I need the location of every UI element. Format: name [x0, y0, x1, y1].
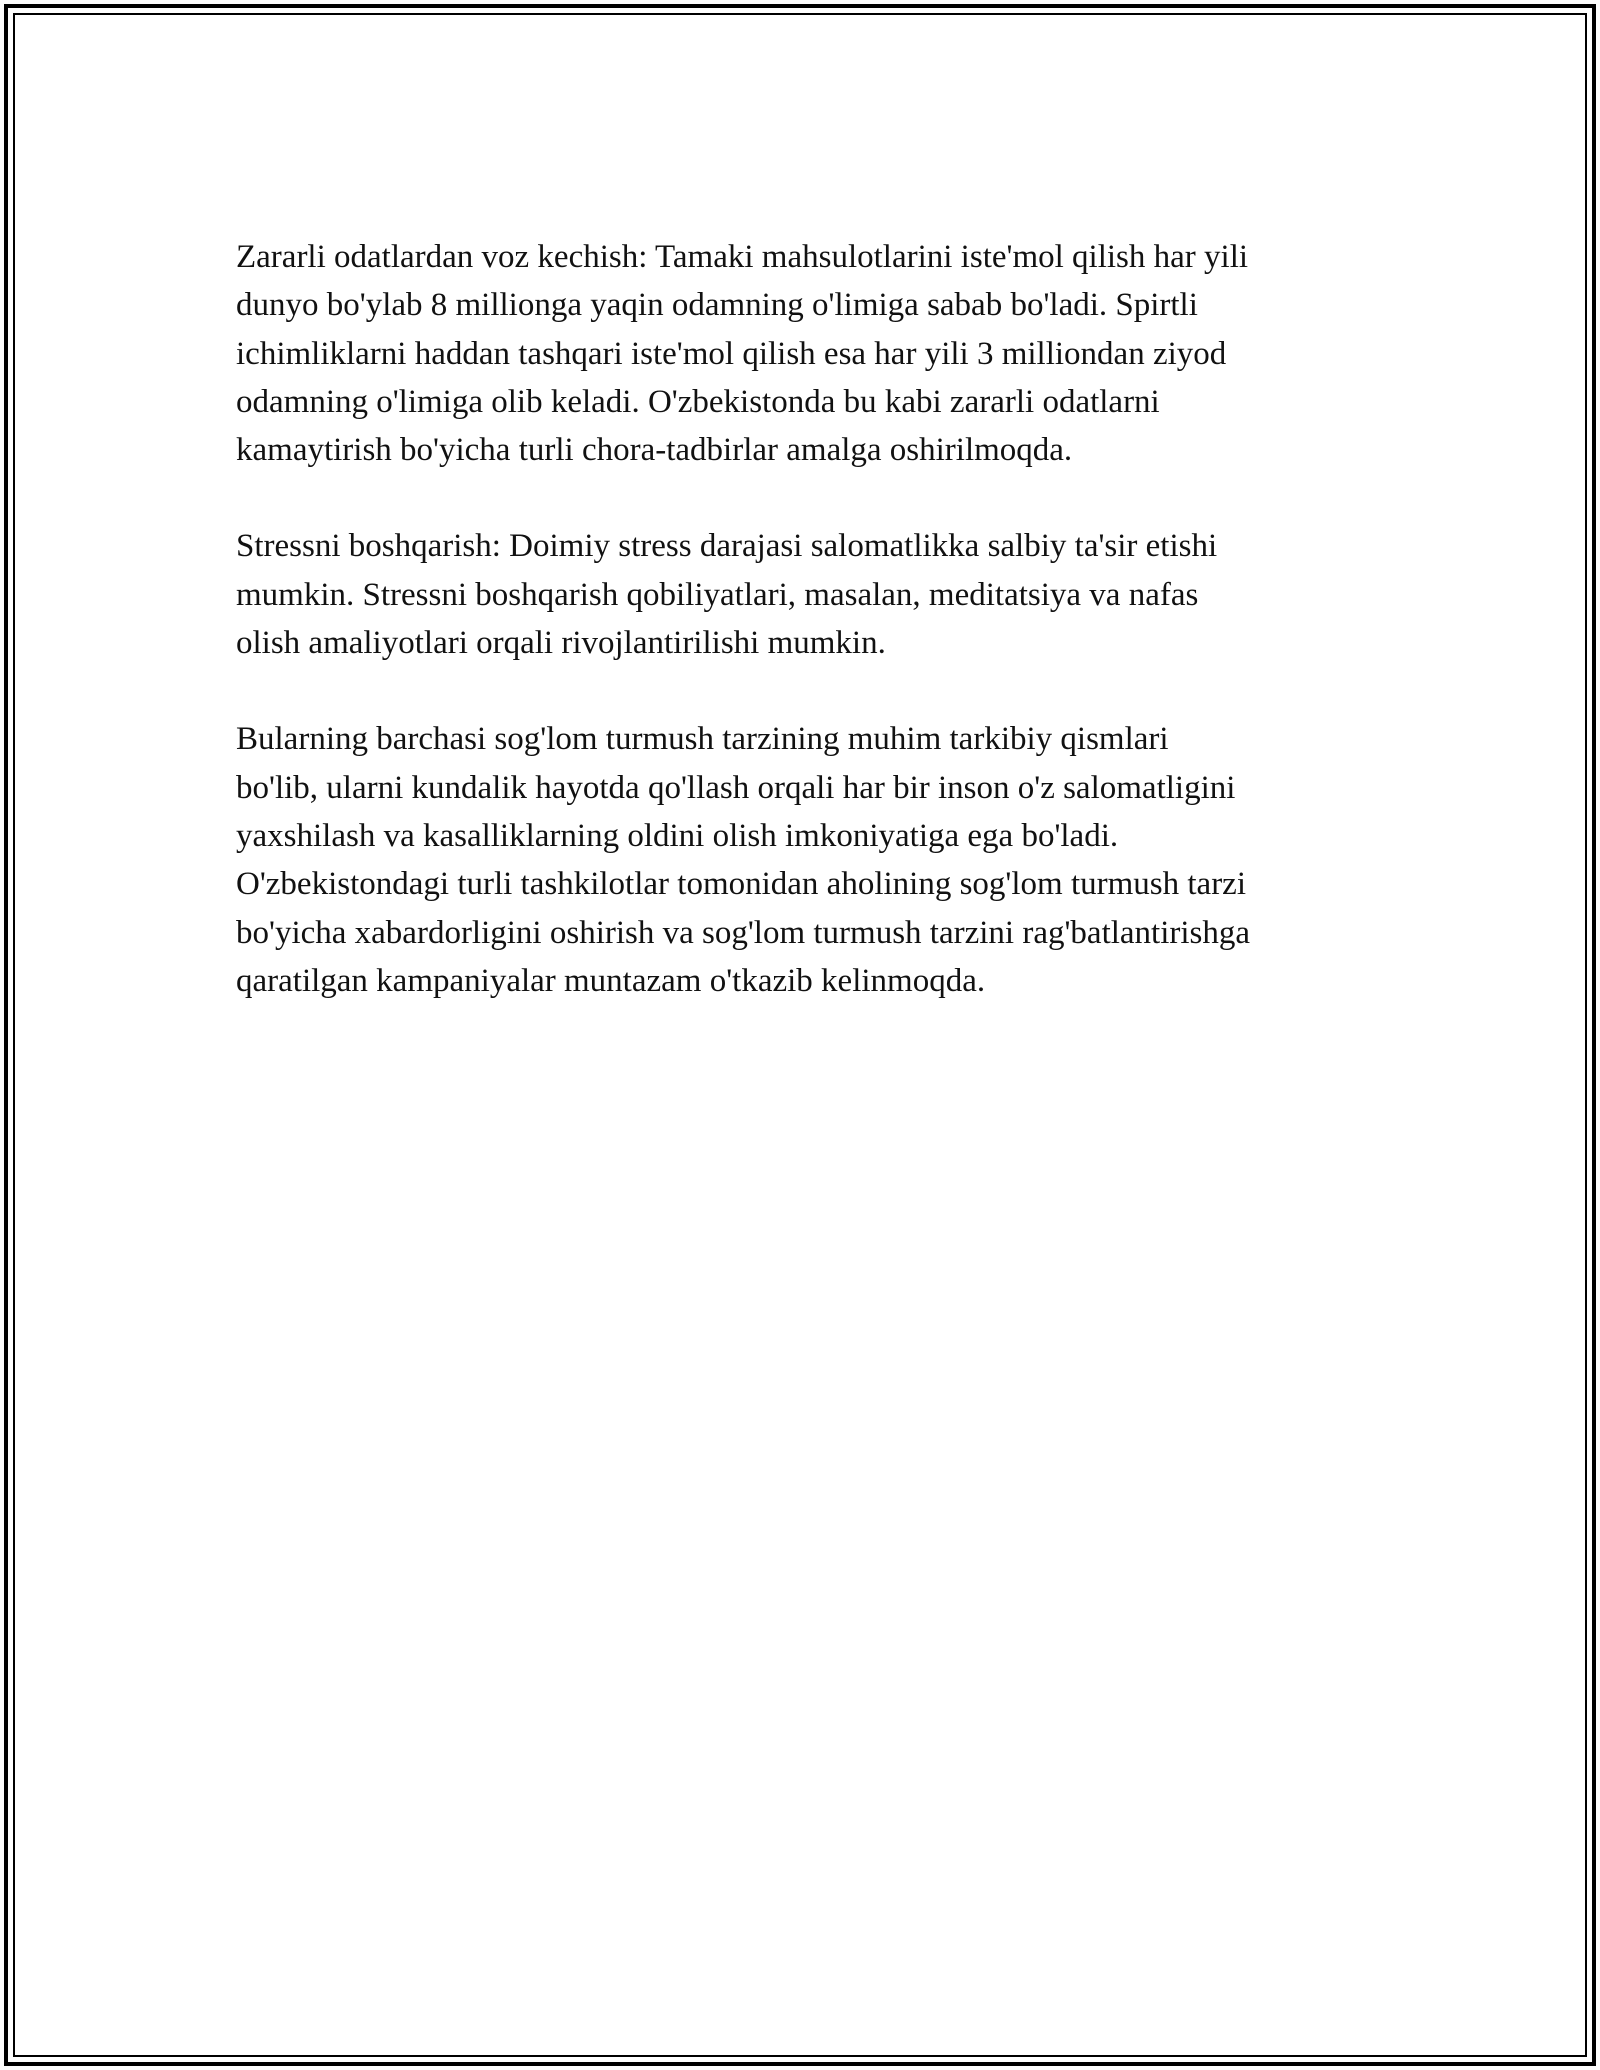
paragraph-stress-management: Stressni boshqarish: Doimiy stress darajasi salomatlikka salbiy ta'sir etishi mumkin. Stressni boshqarish qobiliyatlari, masalan, meditatsiya va nafas olish amaliyotlari orqali rivojlantirilishi mumkin. [236, 528, 1218, 662]
paragraph-harmful-habits: Zararli odatlardan voz kechish: Tamaki mahsulotlarini iste'mol qilish har yili dunyo bo'ylab 8 millionga yaqin odamning o'limiga sabab bo'ladi. Spirtli ichimliklarni haddan tashqari iste'mol qilish esa har yili 3 milliondan ziyod odamning o'limiga olib keladi. O'zbekistonda bu kabi zararli odatlarni kamaytirish bo'yicha turli chora-tadbirlar amalga oshirilmoqda. [236, 239, 1249, 469]
document-body [236, 233, 1386, 1053]
paragraph-summary: Bularning barchasi sog'lom turmush tarzining muhim tarkibiy qismlari bo'lib, ularni kundalik hayotda qo'llash orqali har bir inson o'z salomatligini yaxshilash va kasalliklarning oldini olish imkoniyatiga ega bo'ladi. O'zbekistondagi turli tashkilotlar tomonidan aholining sog'lom turmush tarzi bo'yicha xabardorligini oshirish va sog'lom turmush tarzini rag'batlantirishga qaratilgan kampaniyalar muntazam o'tkazib kelinmoqda. [236, 721, 1251, 999]
